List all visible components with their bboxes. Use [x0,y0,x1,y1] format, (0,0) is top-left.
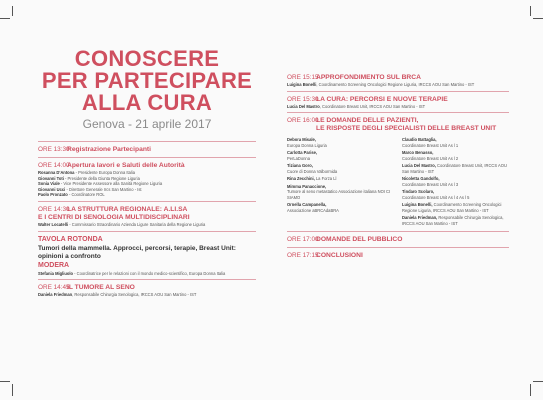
participant [402,137,509,148]
divider [287,112,509,113]
crop-mark [533,18,543,19]
speaker-name: Giovanni Toti [38,175,64,181]
speaker-name: Paolo Pronzato [38,192,68,198]
session-time: ORE 15:30 [287,95,319,103]
speaker-name: Stefania Migliuolo [38,270,74,276]
speaker [38,222,256,228]
divider [38,201,256,202]
crop-mark [0,381,10,382]
participant-role: Associazione aBRCAdaBRA [287,207,339,213]
participant [287,176,394,182]
participant-role: Coordinatore Breast Unit As l 2 [402,155,459,161]
speaker [38,292,256,298]
session-time: ORE 13:30 [38,146,70,153]
crop-mark [530,384,531,396]
participant [402,189,509,200]
speaker [287,104,509,110]
participant-name: Carlotta Parise, [287,150,318,156]
session-title-cont: E I CENTRI DI SENOLOGIA MULTIDISCIPLINARI [38,213,190,221]
roundtable-title: TAVOLA ROTONDA [38,235,103,243]
session-time: ORE 17:00 [287,236,319,244]
participant [402,215,509,226]
participant-role: Cuore di Donna Valbormida [287,168,338,174]
participant [287,202,394,213]
participant-role: Tumore al seno metastatico Associazione italiana NOI CI SIAMO [287,189,391,200]
session-brca [287,74,509,82]
crop-mark [12,6,13,16]
speaker-role: - Commissario Straordinario Azienda Ligure Sanitaria della Regione Liguria [69,221,206,227]
crop-mark [533,381,543,382]
speaker-role: , Coordinatore Breast Unit, IRCCS AOU San Martino - IST [319,103,426,109]
participant-role: Europa Donna Liguria [287,142,327,148]
speaker-name: Rosanna D'Antona [38,170,75,175]
session-title-row [287,125,509,133]
session-time: ORE 17:15 [287,252,319,260]
session-regional [38,206,256,214]
speaker-role: - Presidente della Giunta Regione Liguria [65,175,140,181]
session-care [287,96,509,104]
participant-role: Coordinatore Breast Unit As l 3 [402,181,459,187]
participant-name: Daniela Friedman, [402,215,438,221]
participant [402,163,509,174]
participant-name: Ornella Campanella, [287,202,327,208]
session-conclusions [287,252,509,260]
session-title: DOMANDE DEL PUBBLICO [316,236,403,244]
participant-name: Mimma Panaccione, [287,183,327,189]
participant [402,150,509,161]
session-title: LA STRUTTURA REGIONALE: A.LI.SA [67,205,188,213]
crop-mark [12,384,13,396]
event-title-line-2: PER PARTECIPARE [41,68,253,93]
crop-mark [0,18,10,19]
participant-name: Debora Misale, [287,137,316,143]
session-title: IL TUMORE AL SENO [67,284,135,292]
participant-role: Coordinamento Screening Oncologici Regione Liguria, IRCCS AOU San Martino - IST [402,202,502,213]
event-date: Genova - 21 aprile 2017 [82,117,212,131]
session-opening [38,162,256,170]
moderator-label: MODERA [38,261,70,269]
speaker-role: - Coordinatore ROL [68,192,105,198]
session-title-cont: LE RISPOSTE DEGLI SPECIALISTI DELLE BREAST UNIT [316,125,497,133]
session-public-questions [287,236,509,244]
divider [38,231,256,232]
participant-role: Coordinatore Breast Unit, IRCCS AOU San Martino - IST [402,163,507,174]
speaker-name: Luigina Bonelli [287,82,317,87]
speaker [287,82,509,88]
panel-participants [287,137,509,228]
speaker-role: - Vice Presidente Assessore alla Sanità Regione Liguria [60,181,163,187]
speaker-name: Daniela Friedman [38,292,73,298]
patients-column [287,137,394,228]
event-title-line-3: ALLA CURA [81,90,213,115]
session-title: LE DOMANDE DELLE PAZIENTI, [316,117,419,125]
divider [38,157,256,158]
participant-name: Luigina Bonelli, [402,202,433,208]
moderator [38,271,256,277]
session-questions [287,117,509,125]
speaker-role: , Coordinamento Screening Oncologici Regione Liguria, IRCCS AOU San Martino - IST [316,82,475,87]
participant [287,150,394,161]
session-time: ORE 14:45 [38,284,70,292]
participant-role: Coordinatore Breast Unit As l 4 As l 5 [402,194,470,200]
session-title: LA CURA: PERCORSI E NUOVE TERAPIE [316,95,448,103]
speaker-role: , Responsabile Chirurgia Senologica, IRCCS AOU San Martino - IST [72,292,197,298]
speaker-role: - Presidente Europa Donna Italia [75,170,136,175]
session-title: Apertura lavori e Saluti delle Autorità [67,162,185,169]
divider [38,141,256,142]
participant [287,163,394,174]
session-time: ORE 16:00 [287,117,319,125]
participant-name: Nicoletta Gandolfo, [402,176,440,182]
session-time: ORE 14:00 [38,162,70,169]
participant-role: La Forza Ll [315,176,337,182]
participant-name: Claudio Battaglia, [402,137,437,143]
session-registration [38,146,256,154]
event-title-line-1: CONOSCERE [74,46,220,71]
participant [287,137,394,148]
speaker-role: - Direttore Generale Ircs San Martino - Ist [66,186,142,192]
divider [287,247,509,248]
speaker-name: Sonia Viale [38,181,60,187]
speaker [38,192,256,198]
speaker-role: - Coordinatrice per le relazioni con il mondo medico-scientifico, Europa Donna Italia [74,270,226,276]
speaker-name: Walter Locatelli [38,221,69,227]
participant [402,202,509,213]
participant [287,184,394,201]
divider [287,231,509,232]
participant-role: PerLaDonna [287,155,310,161]
participant-name: Tindaro Scolaro, [402,189,435,195]
participant-name: Tiziana Goro, [287,163,313,169]
speaker-name: Giovanni Ucci [38,186,66,192]
session-time: ORE 14:30 [38,205,70,213]
specialists-column [402,137,509,228]
participant-role: Coordinatore Breast Unit As l 1 [402,142,459,148]
session-title: APPROFONDIMENTO SUL BRCA [316,74,421,81]
session-breast-cancer [38,284,256,292]
session-title: CONCLUSIONI [316,252,363,260]
divider [38,279,256,280]
participant-name: Lucia Del Mastro, [402,163,436,169]
session-title: Registrazione Partecipanti [67,146,151,153]
divider [287,91,509,92]
session-title-row [38,214,256,222]
participant-name: Marco Benasso, [402,150,434,156]
right-panel [287,74,509,260]
participant-name: Rina Zecchini, [287,176,315,182]
speaker-name: Lucia Del Mastro [287,103,320,109]
session-time: ORE 15:15 [287,74,319,81]
roundtable-topic: Tumori della mammella. Approcci, percorsi, terapie, Breast Unit: opinioni a confronto [38,244,236,260]
crop-mark [530,6,531,16]
participant [402,176,509,187]
participant-role: Responsabile Chirurgia Senologica, IRCCS AOU San Martino - IST [402,215,504,226]
left-panel [38,48,256,298]
